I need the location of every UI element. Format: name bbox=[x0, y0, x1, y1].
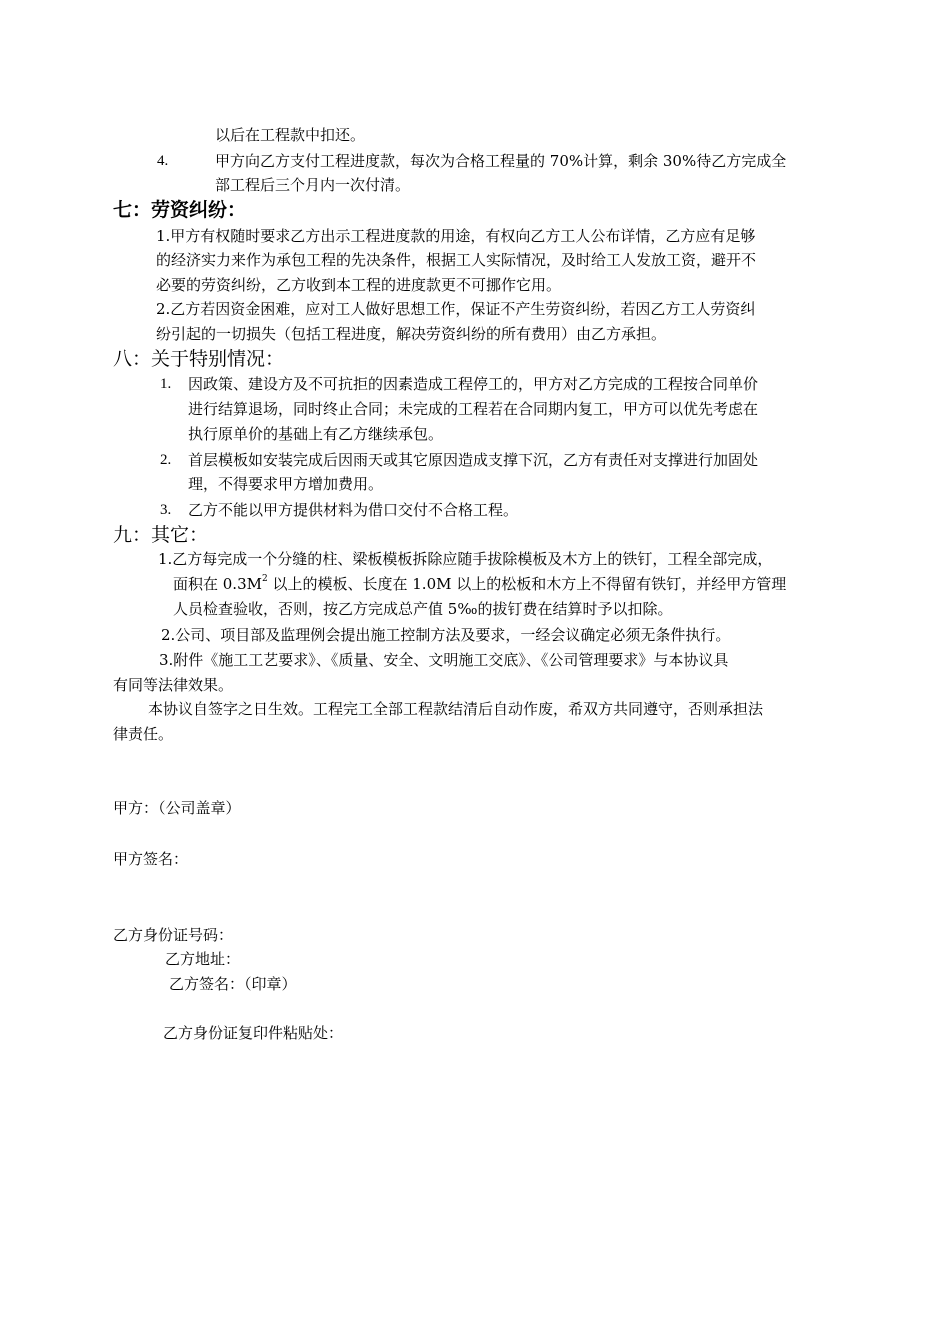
sec7-para2-line1: 2.乙方若因资金困难，应对工人做好思想工作，保证不产生劳资纠纷，若因乙方工人劳资纠 bbox=[156, 300, 756, 318]
sec8-item2-number: 2. bbox=[160, 452, 172, 468]
sec8-item1-line2: 进行结算退场，同时终止合同；未完成的工程若在合同期内复工，甲方可以优先考虑在 bbox=[188, 400, 759, 418]
sec9-para1-line2 bbox=[173, 574, 787, 593]
sec8-item2-line2: 理，不得要求甲方增加费用。 bbox=[188, 475, 384, 493]
sec9-para1-line2-part2: 以上的模板、长度在 1.0M 以上的松板和木方上不得留有铁钉，并经甲方管理 bbox=[267, 575, 787, 593]
sec9-para2: 2.公司、项目部及监理例会提出施工控制方法及要求，一经会议确定必须无条件执行。 bbox=[161, 626, 731, 644]
sec7-para1-line3: 必要的劳资纠纷，乙方收到本工程的进度款更不可挪作它用。 bbox=[156, 276, 562, 294]
section-8-heading: 八：关于特别情况： bbox=[113, 348, 285, 370]
sec9-para3-line2: 有同等法律效果。 bbox=[113, 676, 234, 694]
sec7-para1-line2: 的经济实力来作为承包工程的先决条件，根据工人实际情况，及时给工人发放工资，避开不 bbox=[156, 251, 757, 269]
party-b-address: 乙方地址： bbox=[165, 950, 241, 968]
effectiveness-line1: 本协议自签字之日生效。工程完工全部工程款结清后自动作废，希双方共同遵守，否则承担法 bbox=[148, 700, 764, 718]
party-a-company-seal: 甲方：（公司盖章） bbox=[113, 799, 241, 817]
sec9-para1-line2-part1: 面积在 0.3M bbox=[173, 575, 262, 593]
sec9-para1-line1: 1.乙方每完成一个分缝的柱、梁板模板拆除应随手拔除模板及木方上的铁钉，工程全部完成， bbox=[158, 550, 773, 568]
sec6-item4-line2: 部工程后三个月内一次付清。 bbox=[215, 176, 411, 194]
sec7-para1-line1: 1.甲方有权随时要求乙方出示工程进度款的用途，有权向乙方工人公布详情，乙方应有足够 bbox=[156, 227, 756, 245]
superscript-2: 2 bbox=[261, 574, 268, 584]
sec9-para3-line1: 3.附件《施工工艺要求》、《质量、安全、文明施工交底》、《公司管理要求》与本协议具 bbox=[159, 651, 729, 669]
sec8-item3-line1: 乙方不能以甲方提供材料为借口交付不合格工程。 bbox=[188, 501, 519, 519]
sec6-item4-line1: 甲方向乙方支付工程进度款，每次为合格工程量的 70%计算，剩余 30%待乙方完成全 bbox=[215, 152, 787, 170]
sec8-item1-line1: 因政策、建设方及不可抗拒的因素造成工程停工的，甲方对乙方完成的工程按合同单价 bbox=[188, 375, 759, 393]
section-9-heading: 九：其它： bbox=[113, 524, 209, 546]
effectiveness-line2: 律责任。 bbox=[113, 725, 174, 743]
party-b-signature: 乙方签名：（印章） bbox=[169, 975, 297, 993]
sec8-item3-number: 3. bbox=[160, 502, 172, 518]
party-a-signature: 甲方签名： bbox=[113, 850, 189, 868]
sec6-item3-continuation: 以后在工程款中扣还。 bbox=[215, 126, 366, 144]
sec9-para1-line3: 人员检查验收，否则，按乙方完成总产值 5‰的拔钉费在结算时予以扣除。 bbox=[173, 600, 673, 618]
party-b-id-copy-area: 乙方身份证复印件粘贴处： bbox=[163, 1024, 344, 1042]
section-7-heading: 七：劳资纠纷： bbox=[113, 199, 247, 221]
sec8-item2-line1: 首层模板如安装完成后因雨天或其它原因造成支撑下沉，乙方有责任对支撑进行加固处 bbox=[188, 451, 759, 469]
sec7-para2-line2: 纷引起的一切损失（包括工程进度，解决劳资纠纷的所有费用）由乙方承担。 bbox=[156, 325, 667, 343]
party-b-id-number: 乙方身份证号码： bbox=[113, 926, 234, 944]
sec6-item4-number: 4. bbox=[157, 153, 169, 169]
sec8-item1-number: 1. bbox=[160, 376, 172, 392]
sec8-item1-line3: 执行原单价的基础上有乙方继续承包。 bbox=[188, 425, 444, 443]
